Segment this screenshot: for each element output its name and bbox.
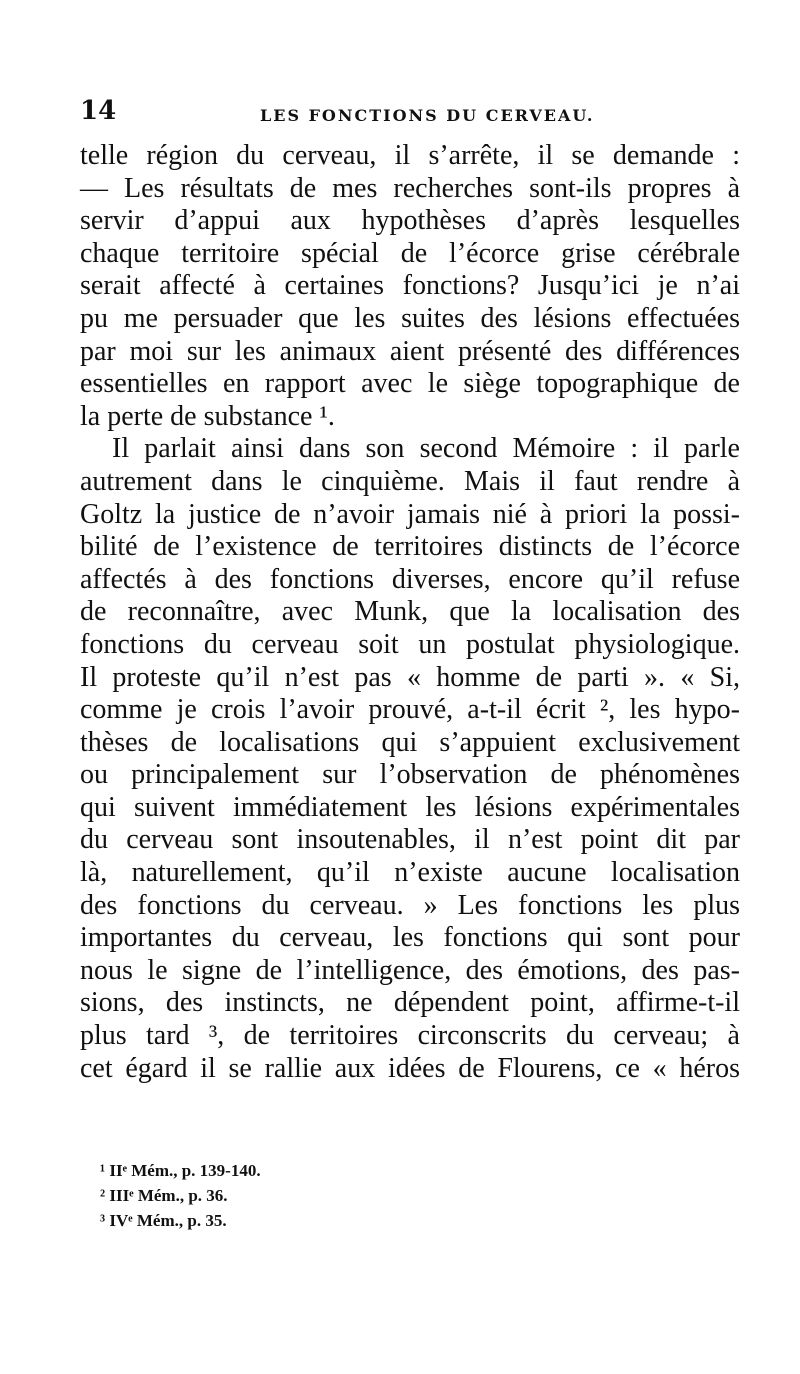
- running-head: [80, 96, 740, 130]
- text-line: comme je crois l’avoir prouvé, a-t-il écrit ², les hypo-: [80, 694, 740, 726]
- text-line: ou principalement sur l’observation de phénomènes: [80, 759, 740, 791]
- text-line: nous le signe de l’intelligence, des émotions, des pas-: [80, 954, 740, 986]
- text-line: là, naturellement, qu’il n’existe aucune localisation: [80, 857, 740, 889]
- text-line: la perte de substance ¹.: [80, 400, 335, 432]
- text-line: — Les résultats de mes recherches sont-ils propres à: [80, 172, 740, 204]
- text-line: thèses de localisations qui s’appuient exclusivement: [80, 726, 740, 758]
- text-line: fonctions du cerveau soit un postulat physiologique.: [80, 628, 740, 660]
- footnote: ¹ IIᵉ Mém., p. 139-140.: [100, 1161, 261, 1180]
- footnote: ³ IVᵉ Mém., p. 35.: [100, 1211, 227, 1230]
- text-line: affectés à des fonctions diverses, encore qu’il refuse: [80, 563, 740, 595]
- text-line: essentielles en rapport avec le siège topographique de: [80, 368, 740, 400]
- text-line: qui suivent immédiatement les lésions expérimentales: [80, 791, 740, 823]
- text-line: de reconnaître, avec Munk, que la localisation des: [80, 596, 740, 628]
- running-title: LES FONCTIONS DU CERVEAU.: [260, 106, 595, 125]
- footnotes: [100, 1158, 500, 1233]
- text-line: sions, des instincts, ne dépendent point, affirme-t-il: [80, 987, 740, 1019]
- text-line: Goltz la justice de n’avoir jamais nié à priori la possi-: [80, 498, 740, 530]
- text-line: bilité de l’existence de territoires distincts de l’écorce: [80, 531, 740, 563]
- text-line: Il parlait ainsi dans son second Mémoire : il parle: [112, 433, 740, 465]
- text-line: des fonctions du cerveau. » Les fonctions les plus: [80, 889, 740, 921]
- text-line: servir d’appui aux hypothèses d’après lesquelles: [80, 205, 740, 237]
- footnote: ² IIIᵉ Mém., p. 36.: [100, 1186, 228, 1205]
- page-number: 14: [80, 96, 117, 126]
- text-line: Il proteste qu’il n’est pas « homme de parti ». « Si,: [80, 661, 740, 693]
- text-line: serait affecté à certaines fonctions? Jusqu’ici je n’ai: [80, 270, 740, 302]
- text-line: chaque territoire spécial de l’écorce grise cérébrale: [80, 237, 740, 269]
- text-line: du cerveau sont insoutenables, il n’est point dit par: [80, 824, 740, 856]
- text-line: telle région du cerveau, il s’arrête, il se demande :: [80, 140, 740, 171]
- text-line: plus tard ³, de territoires circonscrits du cerveau; à: [80, 1020, 740, 1052]
- body-text: [80, 140, 740, 1085]
- text-line: autrement dans le cinquième. Mais il faut rendre à: [80, 465, 740, 497]
- text-line: importantes du cerveau, les fonctions qui sont pour: [80, 922, 740, 954]
- text-line: pu me persuader que les suites des lésions effectuées: [80, 302, 740, 334]
- text-line: cet égard il se rallie aux idées de Flourens, ce « héros: [80, 1052, 740, 1084]
- text-line: par moi sur les animaux aient présenté des différences: [80, 335, 740, 367]
